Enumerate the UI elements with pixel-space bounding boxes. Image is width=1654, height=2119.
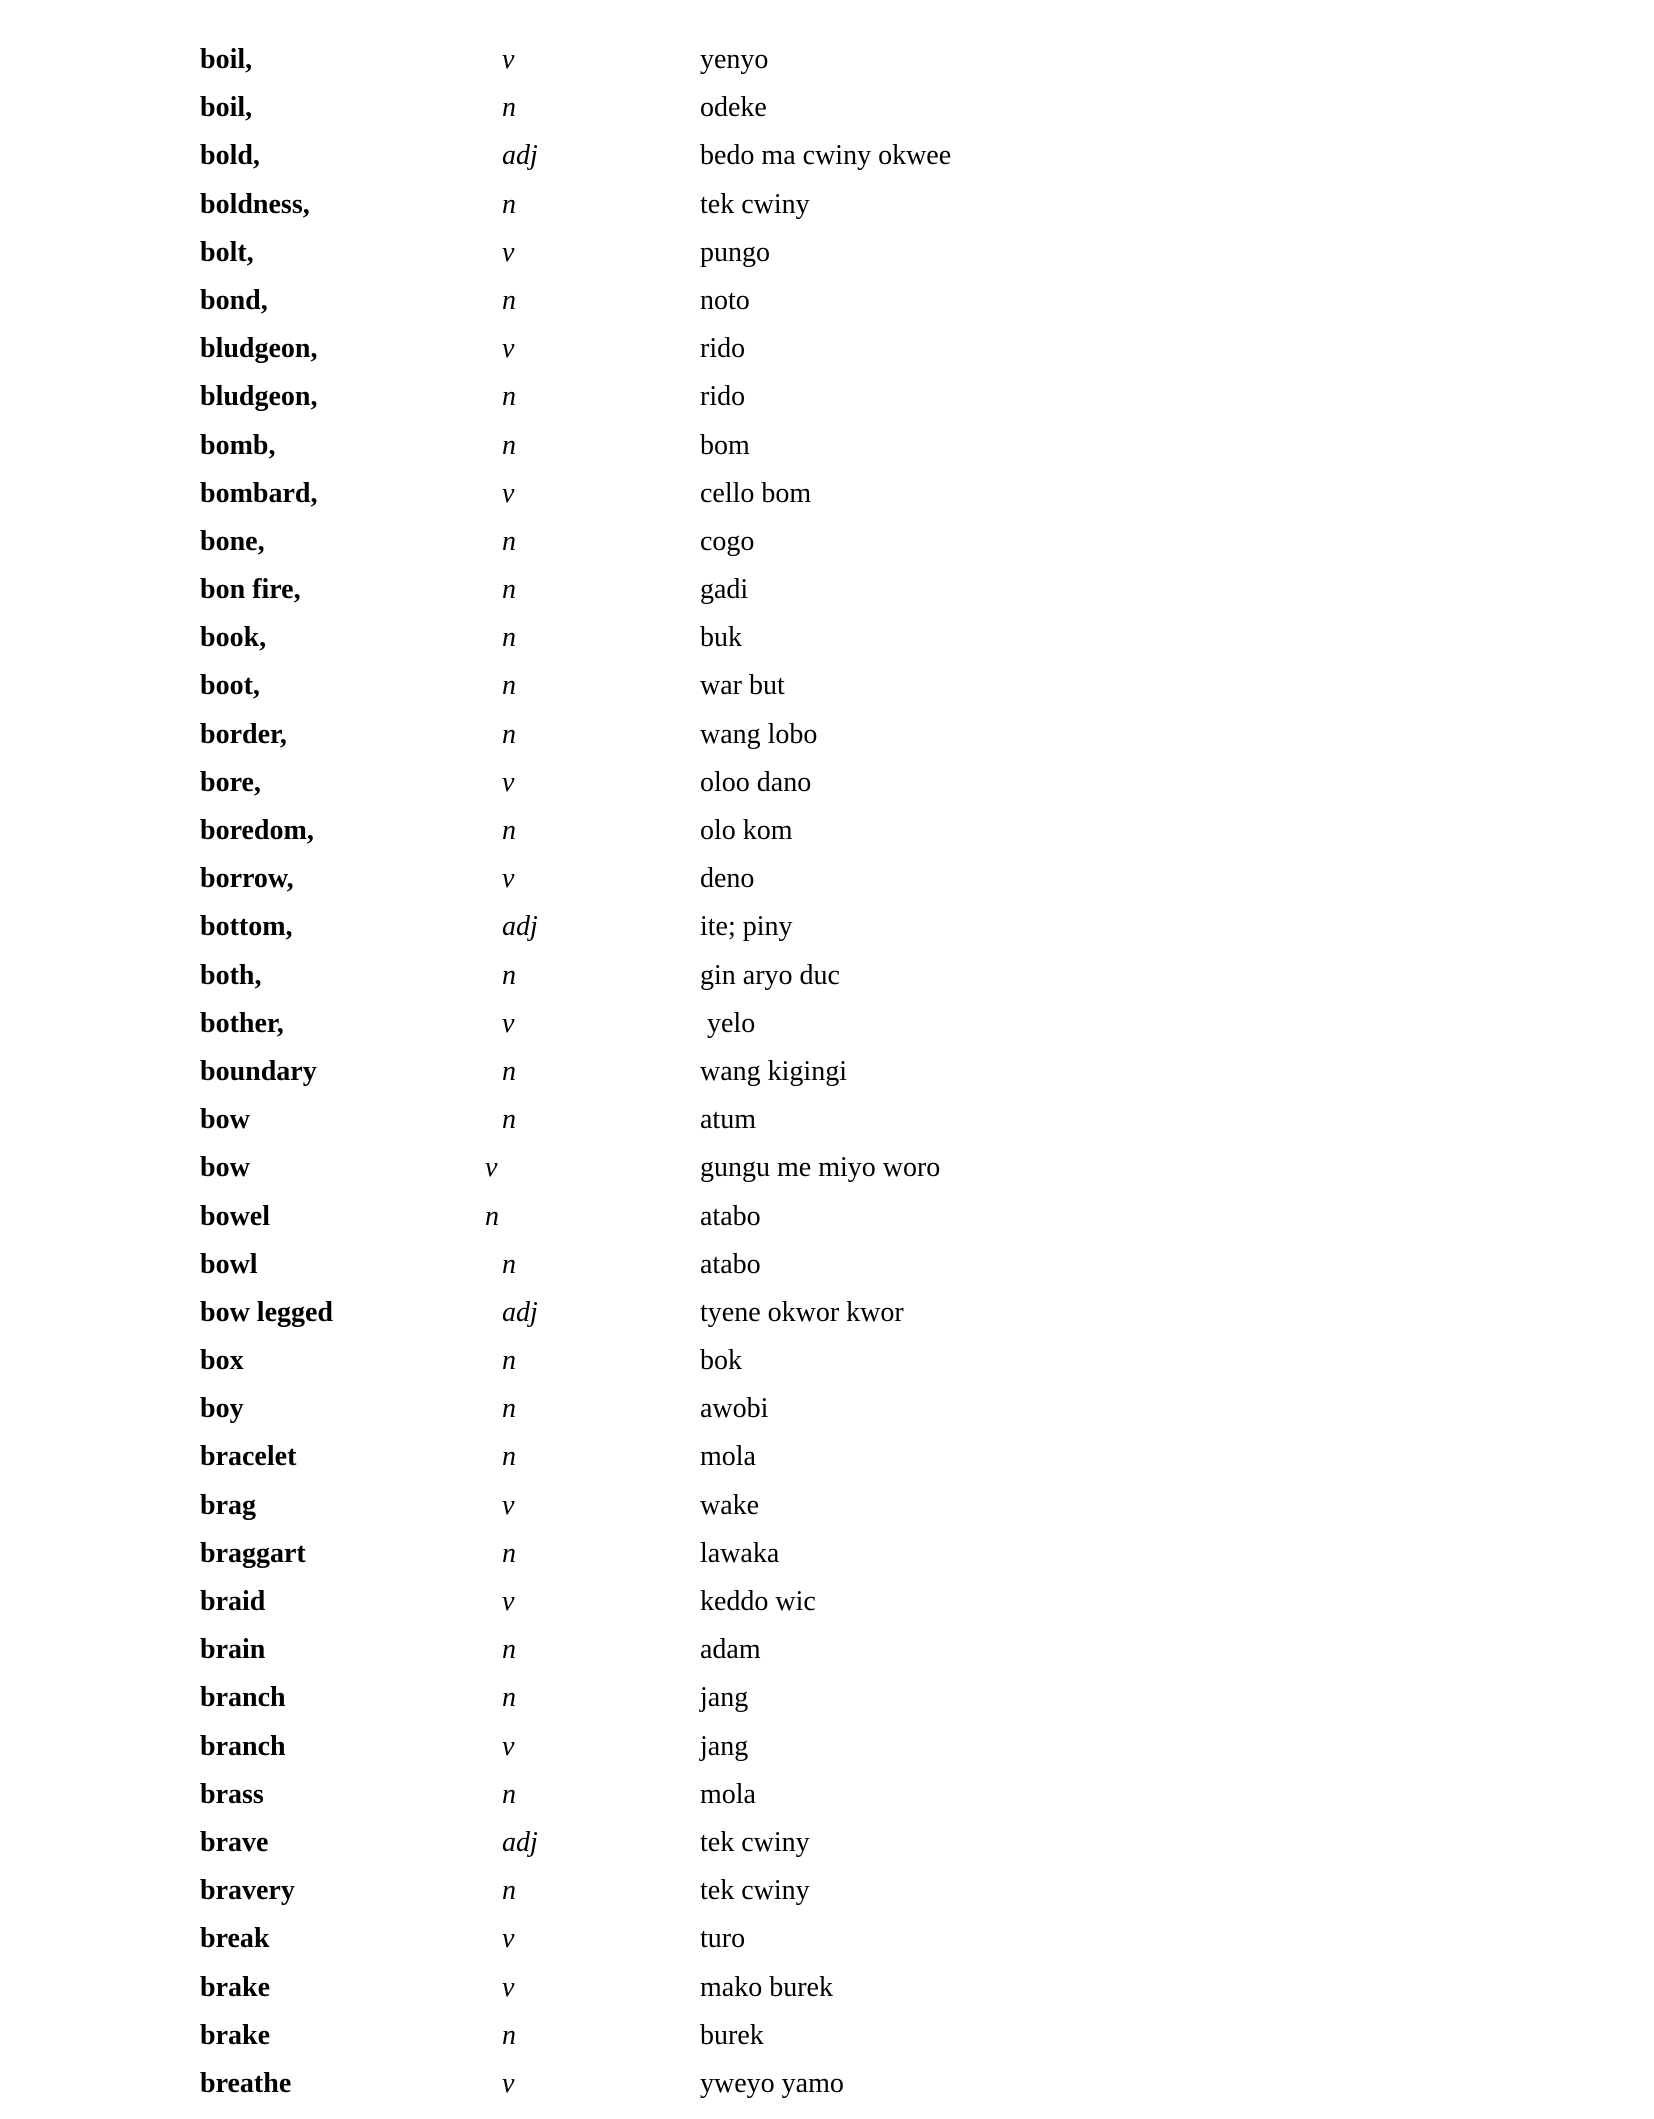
entry-headword: bracelet — [200, 1441, 297, 1473]
entry-headword: boundary — [200, 1055, 317, 1087]
dictionary-entry — [0, 620, 1654, 668]
entry-headword: boy — [200, 1393, 244, 1425]
dictionary-entry — [0, 428, 1654, 476]
entry-headword: brass — [200, 1778, 264, 1810]
entry-part-of-speech: v — [502, 863, 515, 895]
dictionary-entry — [0, 2066, 1654, 2114]
entry-translation: pungo — [700, 236, 770, 268]
entry-part-of-speech: v — [502, 1007, 515, 1039]
entry-headword: bludgeon, — [200, 333, 318, 365]
entry-translation: olo kom — [700, 815, 793, 846]
dictionary-entry-list — [0, 42, 1654, 2114]
dictionary-entry — [0, 1488, 1654, 1536]
entry-part-of-speech: n — [502, 381, 516, 413]
dictionary-entry — [0, 572, 1654, 620]
entry-headword: breathe — [200, 2067, 292, 2099]
dictionary-entry — [0, 187, 1654, 235]
entry-translation: oloo dano — [700, 766, 812, 798]
dictionary-entry — [0, 1921, 1654, 1969]
dictionary-entry — [0, 1343, 1654, 1391]
entry-part-of-speech: n — [502, 1441, 516, 1473]
entry-translation: cogo — [700, 525, 755, 557]
entry-part-of-speech: adj — [502, 1296, 538, 1328]
dictionary-entry — [0, 1150, 1654, 1198]
entry-part-of-speech: n — [502, 525, 516, 557]
entry-translation: odeke — [700, 92, 767, 124]
entry-translation: mola — [700, 1441, 756, 1473]
dictionary-entry — [0, 2018, 1654, 2066]
entry-translation: wang lobo — [700, 718, 818, 750]
dictionary-entry — [0, 717, 1654, 765]
entry-translation: tek cwiny — [700, 188, 810, 220]
entry-part-of-speech: v — [502, 1586, 515, 1617]
entry-translation: gadi — [700, 574, 749, 606]
dictionary-entry — [0, 90, 1654, 138]
entry-part-of-speech: n — [502, 1104, 516, 1136]
dictionary-entry — [0, 283, 1654, 331]
entry-part-of-speech: n — [502, 1345, 516, 1377]
dictionary-entry — [0, 1970, 1654, 2018]
entry-translation: tyene okwor kwor — [700, 1296, 904, 1328]
dictionary-entry — [0, 1439, 1654, 1487]
entry-headword: boil, — [200, 44, 253, 75]
dictionary-entry — [0, 1199, 1654, 1247]
dictionary-entry — [0, 958, 1654, 1006]
dictionary-entry — [0, 813, 1654, 861]
entry-part-of-speech: n — [502, 574, 516, 606]
entry-headword: bottom, — [200, 911, 293, 943]
entry-part-of-speech: n — [502, 1537, 516, 1569]
dictionary-entry — [0, 1102, 1654, 1150]
entry-headword: boredom, — [200, 815, 314, 846]
entry-part-of-speech: n — [502, 959, 516, 991]
entry-translation: keddo wic — [700, 1586, 816, 1617]
dictionary-entry — [0, 1680, 1654, 1728]
entry-headword: brave — [200, 1826, 269, 1858]
entry-part-of-speech: v — [502, 477, 515, 509]
entry-translation: yenyo — [700, 44, 769, 75]
entry-headword: bomb, — [200, 429, 276, 461]
entry-part-of-speech: v — [502, 1489, 515, 1521]
entry-headword: bravery — [200, 1875, 295, 1907]
entry-part-of-speech: n — [502, 1393, 516, 1425]
entry-part-of-speech: v — [502, 1923, 515, 1955]
entry-part-of-speech: n — [502, 1634, 516, 1666]
entry-part-of-speech: n — [502, 284, 516, 316]
entry-translation: atabo — [700, 1200, 761, 1232]
entry-translation: deno — [700, 863, 755, 895]
dictionary-entry — [0, 42, 1654, 90]
dictionary-entry — [0, 1584, 1654, 1632]
entry-part-of-speech: adj — [502, 1826, 538, 1858]
dictionary-entry — [0, 765, 1654, 813]
entry-headword: bore, — [200, 766, 261, 798]
entry-headword: bone, — [200, 525, 265, 557]
entry-part-of-speech: v — [502, 333, 515, 365]
entry-part-of-speech: n — [485, 1200, 499, 1232]
entry-translation: wake — [700, 1489, 760, 1521]
entry-part-of-speech: v — [502, 1730, 515, 1762]
entry-part-of-speech: v — [502, 766, 515, 798]
entry-headword: branch — [200, 1730, 286, 1762]
entry-headword: brake — [200, 2019, 270, 2051]
entry-part-of-speech: n — [502, 2019, 516, 2051]
entry-part-of-speech: n — [502, 1778, 516, 1810]
entry-translation: cello bom — [700, 477, 812, 509]
entry-part-of-speech: n — [502, 92, 516, 124]
dictionary-entry — [0, 1729, 1654, 1777]
dictionary-entry — [0, 1825, 1654, 1873]
dictionary-entry — [0, 1632, 1654, 1680]
entry-translation: adam — [700, 1634, 761, 1666]
dictionary-entry — [0, 476, 1654, 524]
entry-part-of-speech: n — [502, 429, 516, 461]
dictionary-entry — [0, 861, 1654, 909]
entry-translation: mako burek — [700, 1971, 833, 2003]
entry-part-of-speech: n — [502, 1682, 516, 1714]
entry-headword: border, — [200, 718, 287, 750]
entry-headword: bother, — [200, 1007, 284, 1039]
entry-translation: wang kigingi — [700, 1055, 847, 1087]
entry-part-of-speech: v — [502, 236, 515, 268]
entry-translation: awobi — [700, 1393, 769, 1425]
entry-part-of-speech: v — [502, 44, 515, 75]
entry-translation: burek — [700, 2019, 764, 2051]
entry-translation: yelo — [700, 1007, 756, 1039]
entry-translation: mola — [700, 1778, 756, 1810]
dictionary-entry — [0, 1777, 1654, 1825]
dictionary-entry — [0, 1536, 1654, 1584]
dictionary-entry — [0, 1295, 1654, 1343]
entry-translation: bom — [700, 429, 750, 461]
dictionary-entry — [0, 1391, 1654, 1439]
entry-headword: borrow, — [200, 863, 294, 895]
entry-translation: buk — [700, 622, 742, 654]
entry-translation: noto — [700, 284, 750, 316]
entry-translation: rido — [700, 381, 746, 413]
entry-headword: both, — [200, 959, 262, 991]
entry-part-of-speech: n — [502, 670, 516, 702]
entry-part-of-speech: n — [502, 815, 516, 846]
entry-translation: ite; piny — [700, 911, 793, 943]
entry-headword: bond, — [200, 284, 268, 316]
entry-translation: rido — [700, 333, 746, 365]
entry-part-of-speech: v — [502, 1971, 515, 2003]
entry-headword: bowel — [200, 1200, 270, 1232]
entry-part-of-speech: n — [502, 1055, 516, 1087]
entry-headword: bolt, — [200, 236, 254, 268]
entry-part-of-speech: n — [502, 1875, 516, 1907]
entry-translation: gin aryo duc — [700, 959, 840, 991]
entry-headword: brag — [200, 1489, 256, 1521]
dictionary-entry — [0, 138, 1654, 186]
entry-part-of-speech: n — [502, 718, 516, 750]
entry-headword: bow legged — [200, 1296, 333, 1328]
entry-headword: box — [200, 1345, 244, 1377]
dictionary-entry — [0, 524, 1654, 572]
entry-translation: bedo ma cwiny okwee — [700, 140, 952, 172]
entry-headword: bombard, — [200, 477, 318, 509]
entry-headword: bold, — [200, 140, 260, 172]
entry-headword: bon fire, — [200, 574, 301, 606]
entry-headword: boldness, — [200, 188, 310, 220]
dictionary-entry — [0, 668, 1654, 716]
entry-part-of-speech: n — [502, 188, 516, 220]
dictionary-entry — [0, 331, 1654, 379]
entry-headword: book, — [200, 622, 267, 654]
entry-part-of-speech: adj — [502, 911, 538, 943]
dictionary-entry — [0, 379, 1654, 427]
entry-headword: boil, — [200, 92, 253, 124]
entry-headword: branch — [200, 1682, 286, 1714]
dictionary-entry — [0, 1873, 1654, 1921]
entry-headword: braggart — [200, 1537, 306, 1569]
entry-translation: war but — [700, 670, 785, 702]
entry-headword: boot, — [200, 670, 260, 702]
dictionary-entry — [0, 235, 1654, 283]
entry-part-of-speech: n — [502, 622, 516, 654]
entry-headword: bow — [200, 1152, 250, 1184]
entry-translation: yweyo yamo — [700, 2067, 844, 2099]
entry-translation: turo — [700, 1923, 746, 1955]
entry-part-of-speech: adj — [502, 140, 538, 172]
entry-headword: bludgeon, — [200, 381, 318, 413]
dictionary-entry — [0, 1006, 1654, 1054]
entry-headword: braid — [200, 1586, 266, 1617]
entry-part-of-speech: n — [502, 1248, 516, 1280]
entry-translation: atum — [700, 1104, 756, 1136]
entry-translation: lawaka — [700, 1537, 780, 1569]
entry-translation: jang — [700, 1730, 749, 1762]
entry-translation: tek cwiny — [700, 1826, 810, 1858]
entry-headword: bow — [200, 1104, 250, 1136]
entry-headword: bowl — [200, 1248, 258, 1280]
entry-translation: bok — [700, 1345, 742, 1377]
dictionary-entry — [0, 1054, 1654, 1102]
entry-translation: atabo — [700, 1248, 761, 1280]
entry-part-of-speech: v — [502, 2067, 515, 2099]
dictionary-entry — [0, 1247, 1654, 1295]
entry-translation: gungu me miyo woro — [700, 1152, 941, 1184]
entry-headword: brake — [200, 1971, 270, 2003]
entry-headword: brain — [200, 1634, 266, 1666]
entry-headword: break — [200, 1923, 270, 1955]
dictionary-entry — [0, 909, 1654, 957]
entry-translation: tek cwiny — [700, 1875, 810, 1907]
entry-part-of-speech: v — [485, 1152, 498, 1184]
entry-translation: jang — [700, 1682, 749, 1714]
